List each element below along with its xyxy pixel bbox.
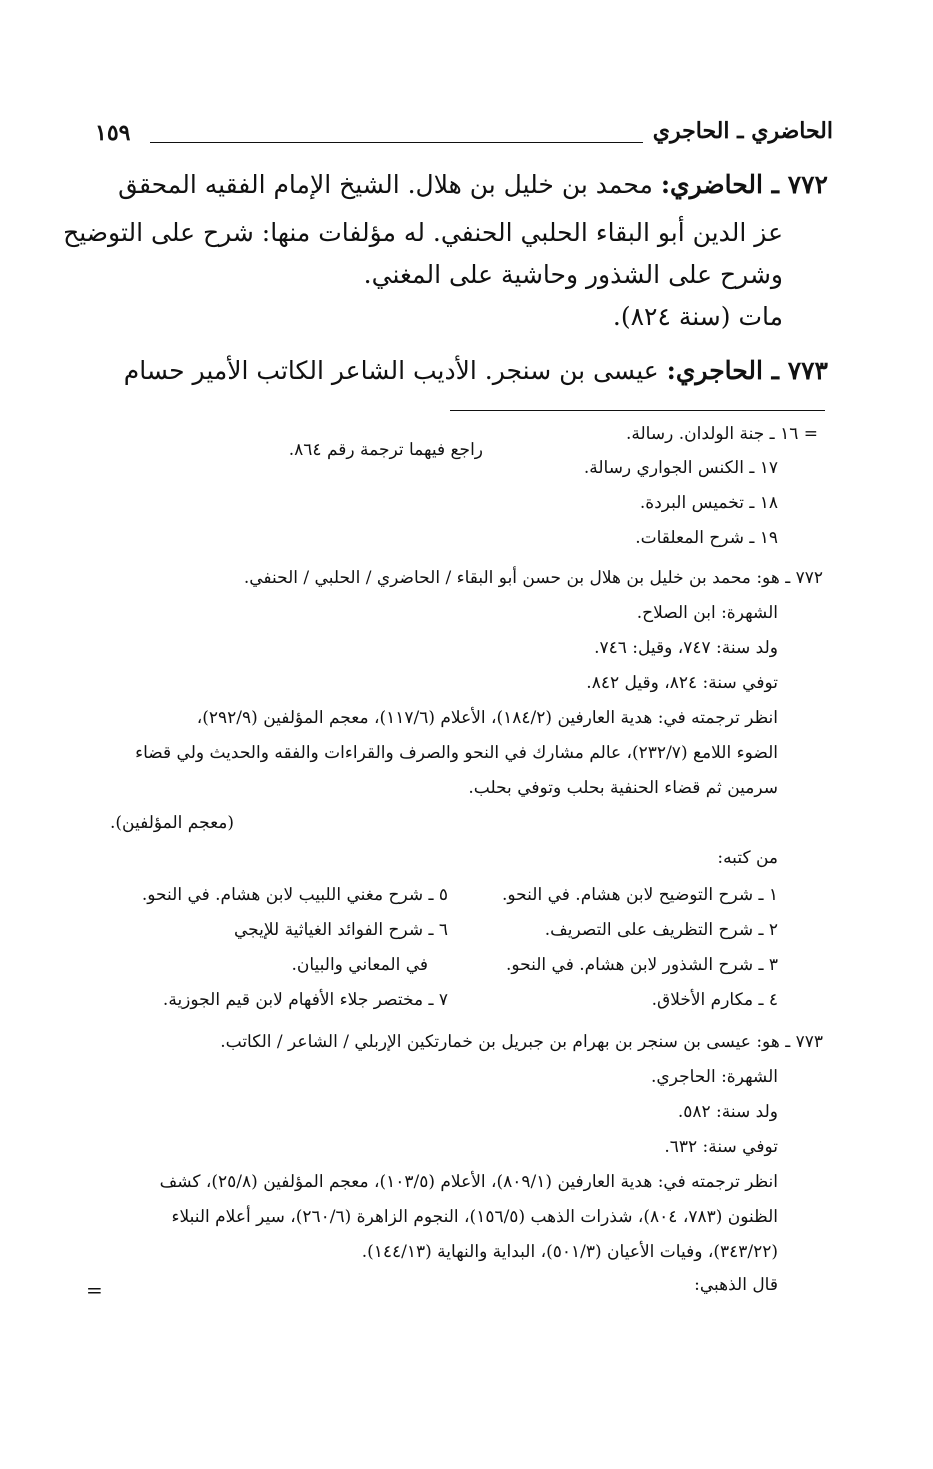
entry-773-line1 [124,356,828,385]
fn-773-died: توفي سنة: ٦٣٢. [664,1137,778,1157]
continuation-mark: = [86,1278,103,1302]
fn-772-book7: ٧ ـ مختصر جلاء الأفهام لابن قيم الجوزية. [162,990,448,1010]
fn-772-book1: ١ ـ شرح التوضيح لابن هشام. في النحو. [502,885,778,905]
fn-773-sources3: (٣٤٣/٢٢)، وفيات الأعيان (٥٠١/٣)، البداية والنهاية (١٤٤/١٣). [361,1242,778,1262]
fn-772-died: توفي سنة: ٨٢٤، وقيل ٨٤٢. [586,673,778,693]
fn-773-line1: ٧٧٣ ـ هو: عيسى بن سنجر بن بهرام بن جبريل بن خمارتكين الإربلي / الشاعر / الكاتب. [220,1032,823,1052]
entry-772-line1 [118,170,828,199]
entry-772-line3: وشرح على الشذور وحاشية على المغني. [363,260,783,289]
fn-772-books-label: من كتبه: [717,848,778,868]
entry-772-text1: محمد بن خليل بن هلال. الشيخ الإمام الفقيه المحقق [118,170,653,199]
fn-772-book5: ٥ ـ شرح مغني اللبيب لابن هشام. في النحو. [141,885,448,905]
entry-772-line2: عز الدين أبو البقاء الحلبي الحنفي. له مؤلفات منها: شرح على التوضيح [63,218,783,247]
fn-772-sources3: سرمين ثم قضاء الحنفية بحلب وتوفي بحلب. [468,778,778,798]
fn-773-sources1: انظر ترجمته في: هدية العارفين (٨٠٩/١)، الأعلام (١٠٣/٥)، معجم المؤلفين (٢٥/٨)، كشف [159,1172,778,1192]
fn-772-source-ref: (معجم المؤلفين). [110,813,235,833]
fn-772-book3: ٣ ـ شرح الشذور لابن هشام. في النحو. [505,955,778,975]
entry-773-head: ٧٧٣ ـ الحاجري: [666,356,828,385]
fn-772-born: ولد سنة: ٧٤٧، وقيل: ٧٤٦. [594,638,778,658]
fn-772-sources1: انظر ترجمته في: هدية العارفين (١٨٤/٢)، الأعلام (١١٧/٦)، معجم المؤلفين (٢٩٢/٩)، [196,708,778,728]
entry-772-head: ٧٧٢ ـ الحاضري: [660,170,828,199]
fn-772-line1: ٧٧٢ ـ هو: محمد بن خليل بن هلال بن حسن أبو البقاء / الحاضري / الحلبي / الحنفي. [243,568,823,588]
header-rule [150,142,643,143]
fn-773-dhahabi: قال الذهبي: [694,1275,778,1295]
fn-772-book4: ٤ ـ مكارم الأخلاق. [651,990,778,1010]
fn-cont-item16: = ١٦ ـ جنة الولدان. رسالة. [625,424,818,444]
fn-773-shuhra: الشهرة: الحاجري. [651,1067,778,1087]
fn-772-book2: ٢ ـ شرح التظريف على التصريف. [544,920,778,940]
fn-772-shuhra: الشهرة: ابن الصلاح. [636,603,778,623]
fn-772-book6-cont: في المعاني والبيان. [291,955,428,975]
page-number: ١٥٩ [95,120,131,146]
fn-cont-item19: ١٩ ـ شرح المعلقات. [635,528,778,548]
fn-773-born: ولد سنة: ٥٨٢. [677,1102,778,1122]
fn-773-sources2: الظنون (٧٨٣، ٨٠٤)، شذرات الذهب (١٥٦/٥)، النجوم الزاهرة (٢٦٠/٦)، سير أعلام النبلاء [171,1207,778,1227]
fn-cont-item17: ١٧ ـ الكنس الجواري رسالة. [583,458,778,478]
fn-cont-item18: ١٨ ـ تخميس البردة. [639,493,778,513]
footnote-rule [450,410,825,411]
running-header-title: الحاضري ـ الحاجري [652,118,833,144]
entry-773-text1: عيسى بن سنجر. الأديب الشاعر الكاتب الأمير حسام [123,356,659,385]
entry-772-death: مات (سنة ٨٢٤). [612,302,783,331]
fn-772-book6: ٦ ـ شرح الفوائد الغياثية للإيجي [234,920,448,940]
fn-cont-side-note: راجع فيهما ترجمة رقم ٨٦٤. [288,440,483,460]
fn-772-sources2: الضوء اللامع (٢٣٢/٧)، عالم مشارك في النحو والصرف والقراءات والفقه والحديث ولي قضاء [135,743,778,763]
